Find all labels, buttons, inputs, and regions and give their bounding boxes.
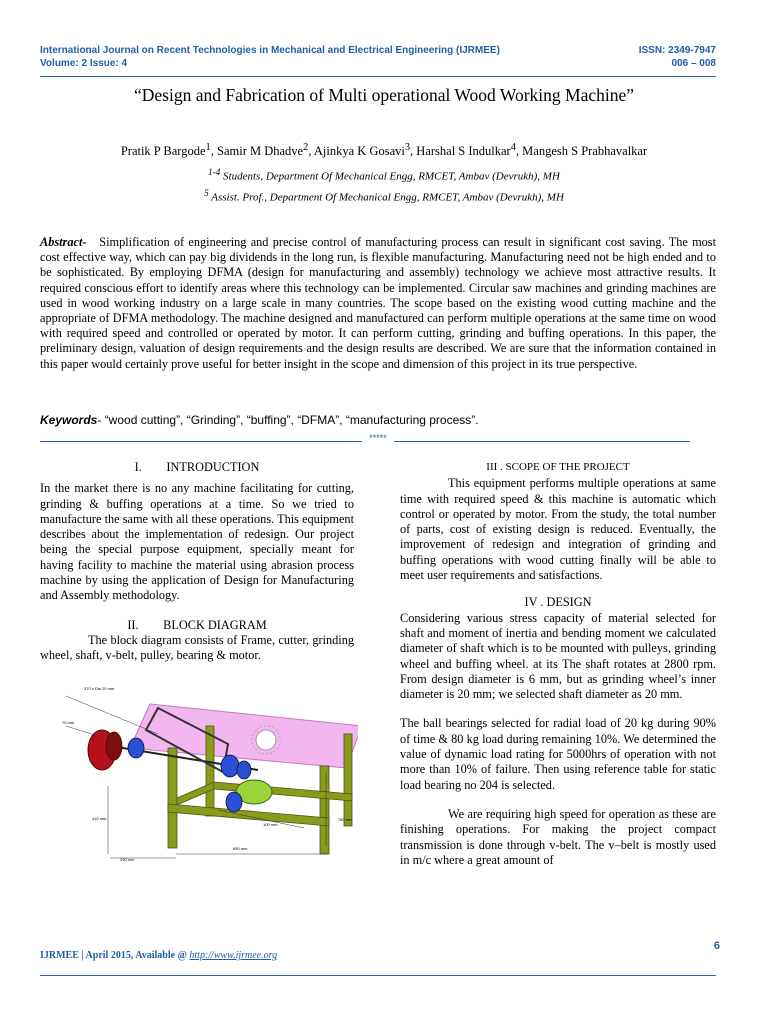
footer-rule (40, 975, 716, 976)
pulley-shaft (221, 755, 239, 777)
block-text: The block diagram consists of Frame, cutter, grinding wheel, shaft, v-belt, pulley, bearing & motor. (40, 632, 354, 663)
affiliation-2-text: Assist. Prof., Department Of Mechanical Engg, RMCET, Ambav (Devrukh), MH (211, 191, 564, 204)
author-4: Harshal S Indulkar (416, 144, 511, 159)
journal-pages: 006 – 008 (671, 58, 716, 69)
author-1: Pratik P Bargode (120, 144, 206, 159)
dim-line-top (66, 696, 158, 734)
block-heading: II. BLOCK DIAGRAM (127, 617, 267, 632)
journal-name: International Journal on Recent Technologies in Mechanical and Electrical Engineering (IJRMEE) (40, 45, 500, 56)
design-text-2: The ball bearings selected for radial load of 20 kg during 90% of time & 80 kg load during remaining 10%. We determined the value of dynamic load rating for 5000hrs of operation with not more than 10% of failure. Then using reference table for static load bearing no 204 is selected. (400, 716, 716, 792)
footer (40, 950, 277, 961)
author-3: Ajinkya K Gosavi (313, 144, 405, 159)
design-text-1: Considering various stress capacity of material selected for shaft and moment of inertia and bending moment we calculated diameter of shaft which is to be mounted with pulleys, grinding wheel and buffing wheel. at its The shaft rotates at 2800 rpm. From design diameter is 6 mm, but as grinding wheel’s inner diameter is 20 mm; we selected shaft diameter as 20 mm. (400, 610, 716, 702)
affiliation-2-sup: 5 (204, 188, 209, 198)
abstract-text: Simplification of engineering and precise control of manufacturing process can result in significant cost saving. The most cost effective way, which can pay big dividends in the long run, is flexible manufacturing. Manufacturing need not be high ended and to be sophisticated. By employing DFMA (design for manufacturing and assembly) technology we achieve most attractive results. It required conscious effort to identify areas where this technology can be implemented. Circular saw machines and grinding machines are used in wood working industry on a large scale in many countries. The scope based on the existing wood cutting machine and the appropriate of DFMA methodology. The machine designed and manufactured can perform multiple operations at the same time on wood with required speed and controlled or operated by motor. It can perform cutting, grinding and buffing operations. In this paper, the preliminary design, valuation of design requirements and the design results are described. We are sure that the information contained in this paper would certainly prove useful for better insight in the scope and dimension of this project in its true perspective. (40, 235, 716, 371)
keywords (40, 413, 716, 428)
dim-label-width: 650 mm (233, 846, 248, 851)
dim-label-left: 75 mm (62, 720, 75, 725)
abstract-label: Abstract- (40, 235, 87, 249)
author-4-sup: 4 (510, 142, 516, 153)
journal-issn: ISSN: 2349-7947 (638, 45, 716, 56)
table-top (130, 704, 358, 768)
separator-rule-right (394, 441, 690, 442)
pulley-left (128, 738, 144, 758)
keywords-label: Keywords (40, 413, 98, 427)
dim-label-top: 370 x Dia 20 mm (84, 686, 115, 691)
saw-blade (256, 730, 276, 750)
frame-leg-back-right (344, 734, 352, 826)
design-text-3: We are requiring high speed for operation as these are finishing operations. For making the project compact transmission is done through v-belt. The v–belt is mostly used in m/c where a great amount of (400, 806, 716, 867)
frame-leg-front-right (320, 766, 329, 854)
design-heading: IV . DESIGN (524, 595, 592, 610)
frame-leg-back-left (206, 726, 214, 816)
author-5: Mangesh S Prabhavalkar (522, 144, 648, 159)
motor-pulley (226, 792, 242, 812)
buffing-wheel (106, 732, 122, 760)
intro-heading: I. INTRODUCTION (134, 460, 260, 474)
keywords-text: - “wood cutting”, “Grinding”, “buffing”, “DFMA”, “manufacturing process”. (97, 413, 479, 427)
right-column (400, 460, 716, 868)
footer-link[interactable]: http://www.ijrmee.org (189, 950, 278, 961)
dim-label-right: 780 mm (338, 817, 353, 822)
separator-rule-left (40, 441, 362, 442)
affiliation-1-text: Students, Department Of Mechanical Engg, RMCET, Ambav (Devrukh), MH (223, 170, 560, 183)
author-list: Pratik P Bargode$^1$, Samir M Dhadve$^2$, Ajinkya K Gosavi$^3$, Harshal S Indulkar$^4$, Mangesh S Prabhavalkar (120, 142, 648, 159)
author-3-sup: 3 (404, 142, 411, 153)
dim-label-mid: 100 mm (263, 822, 278, 827)
abstract (40, 235, 716, 372)
affiliation-1-sup: 1-4 (208, 167, 221, 177)
affiliation-1 (40, 165, 728, 184)
author-2-sup: 2 (303, 142, 309, 153)
page-number: 6 (713, 940, 720, 952)
frame-leg-front-left (168, 748, 177, 848)
header-rule (40, 76, 716, 77)
footer-text: IJRMEE | April 2015, Available @ (40, 950, 190, 961)
dim-label-height: 410 mm (92, 816, 107, 821)
dim-line-left (66, 726, 98, 736)
scope-text: This equipment performs multiple operations at same time with required speed & this machine is automatic which control or operated by motor. From the study, the total number of parts, cost of existing design is reduced. Eventually, the improvement of redesign and integration of grinding and buffing operations with wood cutting finally will be able to meet user requirements and satisfactions. (400, 476, 716, 583)
block-diagram-figure (58, 686, 358, 862)
affiliation-2 (40, 186, 728, 205)
scope-heading: III . SCOPE OF THE PROJECT (486, 461, 630, 473)
dim-label-depth: 290 mm (120, 857, 135, 862)
left-column (40, 460, 354, 664)
journal-volume: Volume: 2 Issue: 4 (40, 58, 128, 69)
author-2: Samir M Dhadve (217, 144, 304, 159)
author-1-sup: 1 (205, 142, 211, 153)
paper-title: “Design and Fabrication of Multi operational Wood Working Machine” (133, 85, 635, 105)
frame-crossbar-front (168, 804, 329, 826)
bearing (237, 761, 251, 779)
intro-text: In the market there is no any machine facilitating for cutting, grinding & buffing operations at a time. So we tried to manufacture the same with all these operations. This equipment describes about the implementation of redesign. Our project being the special purpose equipment, specially meant for having facility to machine the material using abrasion process machine by using the application of Design for Manufacturing and Assembly methodology. (40, 481, 354, 603)
separator-stars: ***** (369, 433, 387, 443)
